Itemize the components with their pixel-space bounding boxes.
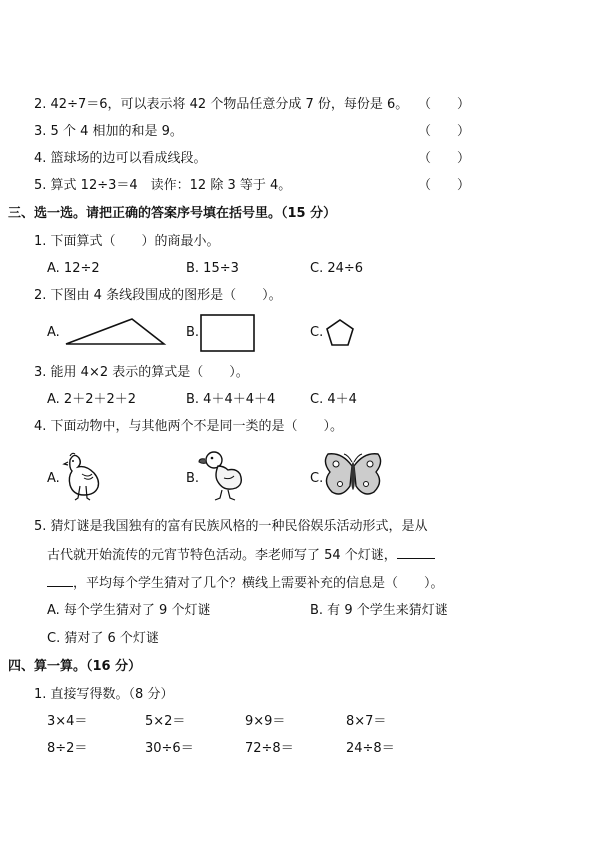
section-4-heading: 四、算一算。（16 分） (8, 659, 142, 674)
judge-answer-paren-4[interactable]: （ ） (418, 151, 471, 166)
choice-q5-line3: ，平均每个学生猜对了几个？横线上需要补充的信息是（ ）。 (73, 576, 444, 591)
choice-q5-option-b[interactable]: B. 有 9 个学生来猜灯谜 (310, 603, 448, 618)
calc-item: 9×9＝ (245, 714, 286, 729)
calc-item: 30÷6＝ (145, 741, 194, 756)
duck-icon (198, 448, 244, 504)
choice-q2-option-b[interactable]: B. (186, 325, 200, 340)
fill-blank-line[interactable] (397, 546, 435, 559)
calc-item: 24÷8＝ (346, 741, 395, 756)
judge-answer-paren-2[interactable]: （ ） (418, 97, 471, 112)
choice-q1-option-b[interactable]: B. 15÷3 (186, 261, 239, 276)
choice-q3-option-c[interactable]: C. 4＋4 (310, 392, 357, 407)
pentagon-figure (325, 318, 355, 348)
choice-q5-line1: 5. 猜灯谜是我国独有的富有民族风格的一种民俗娱乐活动形式，是从 (34, 519, 428, 534)
fill-blank-line[interactable] (47, 574, 73, 587)
judge-item-3: 3. 5 个 4 相加的和是 9。 (34, 124, 183, 139)
calc-item: 8×7＝ (346, 714, 387, 729)
choice-q3-option-a[interactable]: A. 2＋2＋2＋2 (47, 392, 137, 407)
choice-q1-option-c[interactable]: C. 24÷6 (310, 261, 364, 276)
judge-item-4: 4. 篮球场的边可以看成线段。 (34, 151, 207, 166)
choice-q5-line3-wrap (47, 574, 444, 593)
choice-q5-option-c[interactable]: C. 猜对了 6 个灯谜 (47, 631, 159, 646)
calc-item: 3×4＝ (47, 714, 88, 729)
calc-sub1-heading: 1. 直接写得数。（8 分） (34, 687, 174, 702)
judge-answer-paren-3[interactable]: （ ） (418, 124, 471, 139)
choice-q4-option-c[interactable]: C. (310, 471, 324, 486)
choice-q3-option-b[interactable]: B. 4＋4＋4＋4 (186, 392, 276, 407)
judge-item-2: 2. 42÷7＝6，可以表示将 42 个物品任意分成 7 份，每份是 6。 (34, 97, 409, 112)
triangle-figure (62, 316, 168, 348)
choice-q5-line2: 古代就开始流传的元宵节特色活动。李老师写了 54 个灯谜， (47, 548, 397, 563)
judge-answer-paren-5[interactable]: （ ） (418, 178, 471, 193)
choice-q1-stem: 1. 下面算式（ ）的商最小。 (34, 234, 220, 249)
choice-q3-stem: 3. 能用 4×2 表示的算式是（ ）。 (34, 365, 249, 380)
choice-q4-option-a[interactable]: A. (47, 471, 60, 486)
calc-item: 5×2＝ (145, 714, 186, 729)
choice-q5-line2-wrap (47, 546, 435, 565)
choice-q2-option-c[interactable]: C. (310, 325, 324, 340)
rectangle-figure (199, 313, 257, 353)
butterfly-icon (322, 452, 384, 502)
choice-q4-stem: 4. 下面动物中，与其他两个不是同一类的是（ ）。 (34, 419, 344, 434)
calc-item: 8÷2＝ (47, 741, 88, 756)
choice-q4-option-b[interactable]: B. (186, 471, 200, 486)
calc-item: 72÷8＝ (245, 741, 294, 756)
hen-icon (62, 450, 104, 502)
choice-q2-option-a[interactable]: A. (47, 325, 60, 340)
choice-q2-stem: 2. 下图由 4 条线段围成的图形是（ ）。 (34, 288, 282, 303)
judge-item-5: 5. 算式 12÷3＝4 读作：12 除 3 等于 4。 (34, 178, 292, 193)
section-3-heading: 三、选一选。请把正确的答案序号填在括号里。（15 分） (8, 206, 337, 221)
choice-q1-option-a[interactable]: A. 12÷2 (47, 261, 100, 276)
choice-q5-option-a[interactable]: A. 每个学生猜对了 9 个灯谜 (47, 603, 211, 618)
